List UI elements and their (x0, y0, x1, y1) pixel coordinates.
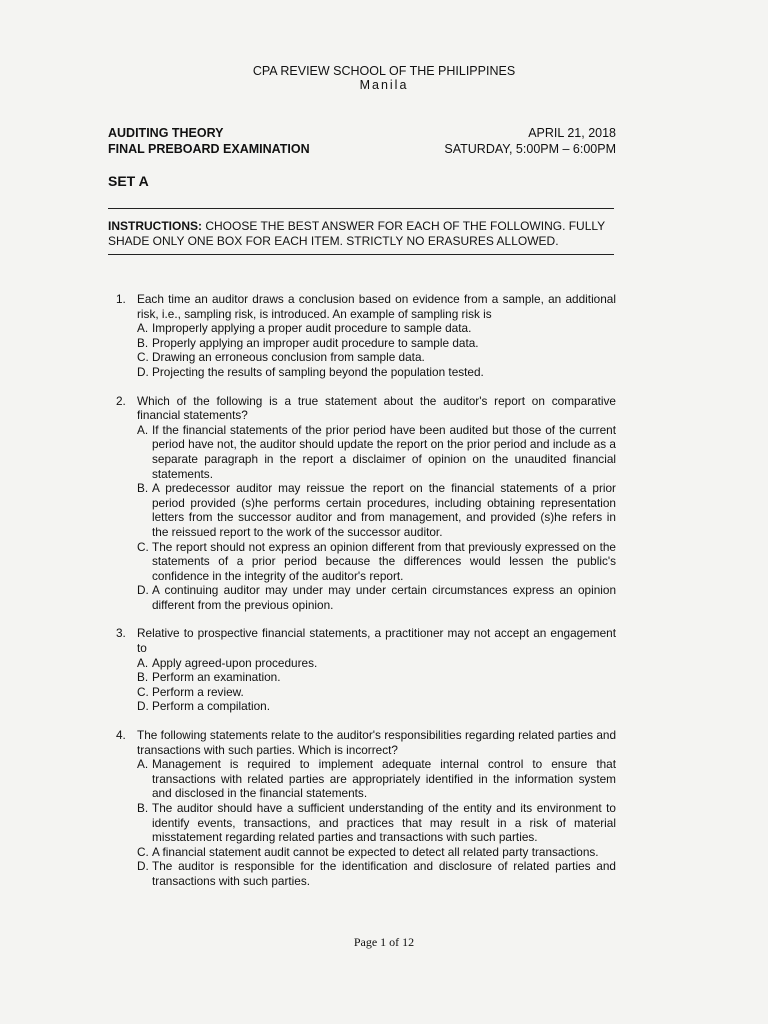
school-name: CPA REVIEW SCHOOL OF THE PHILIPPINES (252, 64, 516, 78)
option-text: Perform a compilation. (152, 699, 271, 714)
option-letter: B. (137, 801, 149, 815)
question-number: 1. (116, 292, 126, 306)
option-text: Apply agreed-upon procedures. (152, 655, 318, 670)
question-number: 2. (116, 393, 126, 408)
divider-top (108, 208, 614, 209)
question-body (137, 394, 616, 613)
option-text: Improperly applying a proper audit procedure to sample data. (152, 321, 472, 336)
option-letter: A. (137, 422, 149, 437)
question-body (137, 292, 616, 380)
exam-time: SATURDAY, 5:00PM – 6:00PM (444, 142, 616, 156)
school-city: Manila (359, 78, 409, 92)
question-number: 4. (116, 728, 126, 743)
instructions (108, 219, 614, 249)
answer-option (137, 801, 616, 845)
divider-bottom (108, 254, 614, 255)
option-text: If the financial statements of the prior period have been audited but those of the current period have not, the auditor should update the report on the prior period and include as a separate paragraph in the report a disclaimer of opinion on the unaudited financial statements. (152, 422, 616, 481)
question-body (137, 728, 616, 889)
answer-option (137, 845, 616, 860)
option-letter: A. (137, 321, 149, 336)
question-stem: Each time an auditor draws a conclusion based on evidence from a sample, an additional risk, i.e., sampling risk, is introduced. An example of sampling risk is (137, 292, 616, 321)
answer-option (137, 540, 616, 584)
subject-title: AUDITING THEORY (108, 126, 224, 140)
answer-option (137, 685, 616, 700)
page-number: Page 1 of 12 (353, 935, 415, 949)
option-text: A continuing auditor may under may under certain circumstances express an opinion different from the previous opinion. (152, 583, 616, 612)
option-text: Management is required to implement adequate internal control to ensure that transactions with related parties are appropriately identified in the information system and disclosed in the financial statements. (152, 757, 616, 801)
answer-option (137, 365, 616, 380)
option-letter: C. (137, 844, 149, 859)
exam-date: APRIL 21, 2018 (528, 126, 616, 140)
answer-option (137, 699, 616, 714)
answer-option (137, 583, 616, 612)
answer-option (137, 336, 616, 351)
option-letter: B. (137, 670, 149, 685)
exam-set: SET A (108, 173, 149, 189)
question-item (116, 728, 616, 889)
option-text: Drawing an erroneous conclusion from sample data. (152, 350, 425, 365)
question-body (137, 626, 616, 714)
option-text: A predecessor auditor may reissue the report on the financial statements of a prior period provided (s)he performs certain procedures, including obtaining representation letters from the successor auditor and from management, and provided (s)he refers in the reissued report to the work of the successor auditor. (152, 481, 616, 539)
option-letter: C. (137, 684, 149, 699)
question-item (116, 292, 616, 380)
exam-schedule (444, 125, 616, 157)
option-letter: D. (137, 699, 149, 714)
option-letter: D. (137, 859, 149, 874)
question-item (116, 626, 616, 714)
option-text: Perform an examination. (152, 670, 281, 685)
instructions-label: INSTRUCTIONS: (108, 219, 202, 233)
option-letter: D. (137, 364, 149, 379)
question-list (116, 292, 616, 903)
answer-option (137, 481, 616, 539)
option-text: A financial statement audit cannot be expected to detect all related party transactions. (152, 844, 599, 859)
answer-option (137, 321, 616, 336)
answer-option (137, 656, 616, 671)
answer-option (137, 757, 616, 801)
option-letter: D. (137, 583, 149, 598)
option-letter: C. (137, 539, 149, 554)
option-text: The report should not express an opinion different from that previously expressed on the statements of a prior period because the differences would lessen the public's confidence in the integrity of the auditor's report. (152, 539, 616, 583)
exam-title-block (108, 125, 310, 157)
question-stem: Which of the following is a true statement about the auditor's report on comparative financial statements? (137, 393, 616, 423)
option-letter: C. (137, 350, 149, 365)
option-letter: B. (137, 481, 149, 496)
option-letter: B. (137, 335, 149, 350)
option-text: The auditor is responsible for the identification and disclosure of related parties and transactions with such parties. (152, 859, 616, 888)
option-text: Perform a review. (152, 684, 244, 699)
answer-option (137, 670, 616, 685)
answer-option (137, 423, 616, 481)
answer-option (137, 859, 616, 888)
question-item (116, 394, 616, 613)
option-text: Properly applying an improper audit procedure to sample data. (152, 335, 479, 350)
question-stem: Relative to prospective financial statements, a practitioner may not accept an engagement to (137, 626, 616, 656)
instructions-text: CHOOSE THE BEST ANSWER FOR EACH OF THE FOLLOWING. FULLY SHADE ONLY ONE BOX FOR EACH ITEM. STRICTLY NO ERASURES ALLOWED. (108, 219, 605, 248)
exam-title: FINAL PREBOARD EXAMINATION (108, 142, 310, 156)
option-text: The auditor should have a sufficient understanding of the entity and its environment to identify events, transactions, and practices that may result in a risk of material misstatement regarding related parties and transactions with such parties. (152, 801, 616, 845)
answer-option (137, 350, 616, 365)
option-letter: A. (137, 655, 149, 670)
option-letter: A. (137, 757, 149, 772)
question-stem: The following statements relate to the auditor's responsibilities regarding related parties and transactions with such parties. Which is incorrect? (137, 728, 616, 757)
option-text: Projecting the results of sampling beyond the population tested. (152, 364, 484, 379)
question-number: 3. (116, 626, 126, 641)
